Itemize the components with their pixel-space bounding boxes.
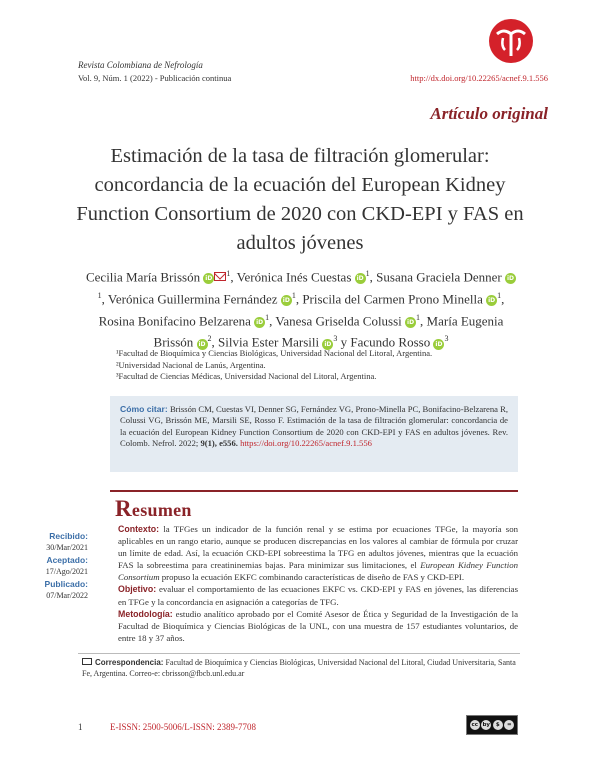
author-list: Cecilia María Brissón $iD^1$, Verónica Inés Cuestas $iD^1$, Susana Graciela Denner $iD^1$, Verónica Guillermina Fernández $iD^1$, Priscila del Carmen Prono Minella $iD^1$, Rosina Bonifacino Belzarena $iD^1$, Vanesa Griselda Colussi $iD^1$, María Eugenia Brissón $iD^2$, Silvia Ester Marsili $iD^3$ y Facundo Rosso $iD^3$ bbox=[85, 269, 515, 350]
email-icon[interactable] bbox=[214, 272, 226, 281]
journal-logo-icon bbox=[488, 18, 534, 64]
orcid-icon[interactable]: iD bbox=[435, 340, 443, 348]
author-affiliation: 3 bbox=[333, 334, 338, 344]
author-name: Verónica Inés Cuestas bbox=[236, 269, 352, 285]
citation-doi-link[interactable]: https://doi.org/10.22265/acnef.9.1.556 bbox=[240, 438, 372, 449]
context-text-end: propuso la ecuación EKFC combinando características de diseño de FAS y CKD-EPI. bbox=[159, 572, 465, 583]
citation-label: Cómo citar: bbox=[120, 404, 168, 414]
abstract-body bbox=[118, 523, 518, 644]
author-affiliation: 1 bbox=[497, 290, 502, 300]
orcid-icon[interactable]: iD bbox=[198, 340, 206, 348]
author-affiliation: 2 bbox=[207, 334, 212, 344]
publication-dates bbox=[30, 530, 88, 602]
author-affiliation: 1 bbox=[97, 290, 102, 300]
orcid-icon[interactable]: iD bbox=[205, 275, 213, 283]
affiliation: ³Facultad de Ciencias Médicas, Universidad Nacional del Litoral, Argentina. bbox=[116, 371, 377, 381]
published-date: 07/Mar/2022 bbox=[46, 591, 88, 600]
doi-link[interactable]: http://dx.doi.org/10.22265/acnef.9.1.556 bbox=[410, 73, 548, 83]
orcid-icon[interactable]: iD bbox=[256, 318, 264, 326]
author-affiliation: 1 bbox=[365, 269, 370, 278]
citation-volume: 9(1), e556. bbox=[200, 438, 238, 449]
cc-by-nc-nd-icon[interactable]: cc by $ = bbox=[466, 715, 518, 735]
author-affiliation: 1 bbox=[291, 290, 296, 300]
context-italic: European Kidney Function Consortium bbox=[118, 560, 518, 583]
received-date: 30/Mar/2021 bbox=[46, 543, 88, 552]
orcid-icon[interactable]: iD bbox=[488, 297, 496, 305]
author-name: Rosina Bonifacino Belzarena bbox=[98, 312, 251, 328]
page-number: 1 bbox=[78, 722, 83, 732]
author-affiliation: 3 bbox=[444, 334, 449, 344]
author-name: Cecilia María Brissón bbox=[85, 269, 201, 285]
author-name: Verónica Guillermina Fernández bbox=[107, 291, 278, 307]
orcid-icon[interactable]: iD bbox=[506, 275, 515, 283]
citation-text: Brissón CM, Cuestas VI, Denner SG, Fernández VG, Prono-Minella PC, Bonifacino-Belzarena R, Colussi VG, Brissón ME, Marsili SE, Rosso F. Estimación de la tasa de filtración glomerular: concordancia de la ecuación del European Kidney Function Consortium de 2020 con CKD-EPI y FAS en adultos jóvenes. Rev. Colomb. Nefrol. 2022; bbox=[120, 404, 508, 449]
context-label: Contexto: bbox=[118, 524, 160, 534]
footnote-divider bbox=[78, 653, 520, 654]
author-affiliation: 1 bbox=[265, 312, 270, 322]
orcid-icon[interactable]: iD bbox=[324, 340, 332, 348]
abstract-methods bbox=[118, 608, 518, 644]
volume-info: Vol. 9, Núm. 1 (2022) - Publicación continua bbox=[78, 73, 232, 83]
orcid-icon[interactable]: iD bbox=[282, 297, 290, 305]
author-affiliation: 1 bbox=[226, 269, 231, 278]
objective-text: evaluar el comportamiento de las ecuaciones EKFC vs. CKD-EPI y FAS en jóvenes, las diferencias en TFGe y la concordancia en asignación a categorías de TFG. bbox=[118, 584, 518, 607]
objective-label: Objetivo: bbox=[118, 584, 157, 595]
abstract-context bbox=[118, 523, 518, 583]
orcid-icon[interactable]: iD bbox=[407, 318, 415, 326]
author-name: Vanesa Griselda Colussi bbox=[275, 312, 402, 328]
correspondence-label: Correspondencia: bbox=[95, 658, 164, 667]
context-text: la TFGes un indicador de la función renal y se estima por ecuaciones TFGe, la mayoría son aplicables en un rango etario, aunque se producen discrepancias en los valores al cambiar de fórmula por cruzar un límite de edad. Así, la ecuación CKD-EPI sobreestima la TFG en adultos jóvenes, mientras que la ecuación FAS la sobreestima para creatininemias bajas. Para minimizar sus limitaciones, el bbox=[118, 524, 518, 571]
citation-box bbox=[110, 396, 518, 472]
article-type: Artículo original bbox=[430, 104, 548, 123]
received-label: Recibido: bbox=[49, 531, 88, 541]
author-name: Facundo Rosso bbox=[350, 334, 431, 350]
methods-label: Metodología: bbox=[118, 608, 173, 619]
issn: E-ISSN: 2500-5006/L-ISSN: 2389-7708 bbox=[110, 722, 256, 732]
author-name: Susana Graciela Denner bbox=[376, 269, 502, 285]
author-name: María Eugenia Brissón bbox=[153, 312, 504, 350]
abstract-heading bbox=[115, 496, 192, 522]
email-icon bbox=[82, 658, 92, 665]
author-affiliation: 1 bbox=[416, 312, 421, 322]
author-name: Silvia Ester Marsili bbox=[218, 334, 320, 350]
heading-initial: R bbox=[115, 496, 132, 521]
correspondence-text: Facultad de Bioquímica y Ciencias Biológicas, Universidad Nacional del Litoral, Ciudad Universitaria, Santa Fe, Argentina. Correo-e: cbrisson@fbcb.unl.edu.ar bbox=[82, 658, 516, 678]
methods-text: estudio analítico aprobado por el Comité Asesor de Ética y Seguridad de la Investigación de la Facultad de Bioquímica y Ciencias Biológicas de la UNL, con una muestra de 157 estudiantes voluntarios, de entre 18 y 37 años. bbox=[118, 608, 518, 643]
abstract-objective bbox=[118, 583, 518, 607]
section-divider bbox=[110, 490, 518, 492]
accepted-label: Aceptado: bbox=[46, 555, 88, 565]
journal-name: Revista Colombiana de Nefrología bbox=[78, 60, 203, 70]
affiliations bbox=[116, 348, 432, 383]
correspondence bbox=[82, 657, 522, 679]
article-title: Estimación de la tasa de filtración glomerular: concordancia de la ecuación del European Kidney Function Consortium de 2020 con CKD-EPI y FAS en adultos jóvenes bbox=[76, 145, 524, 254]
accepted-date: 17/Ago/2021 bbox=[45, 567, 88, 576]
author-name: Priscila del Carmen Prono Minella bbox=[302, 291, 483, 307]
orcid-icon[interactable]: iD bbox=[356, 275, 364, 283]
affiliation: ¹Facultad de Bioquímica y Ciencias Biológicas, Universidad Nacional del Litoral, Argentina. bbox=[116, 348, 433, 358]
affiliation: ²Universidad Nacional de Lanús, Argentina. bbox=[116, 359, 266, 370]
heading-rest: esumen bbox=[131, 500, 192, 520]
published-label: Publicado: bbox=[44, 579, 88, 589]
